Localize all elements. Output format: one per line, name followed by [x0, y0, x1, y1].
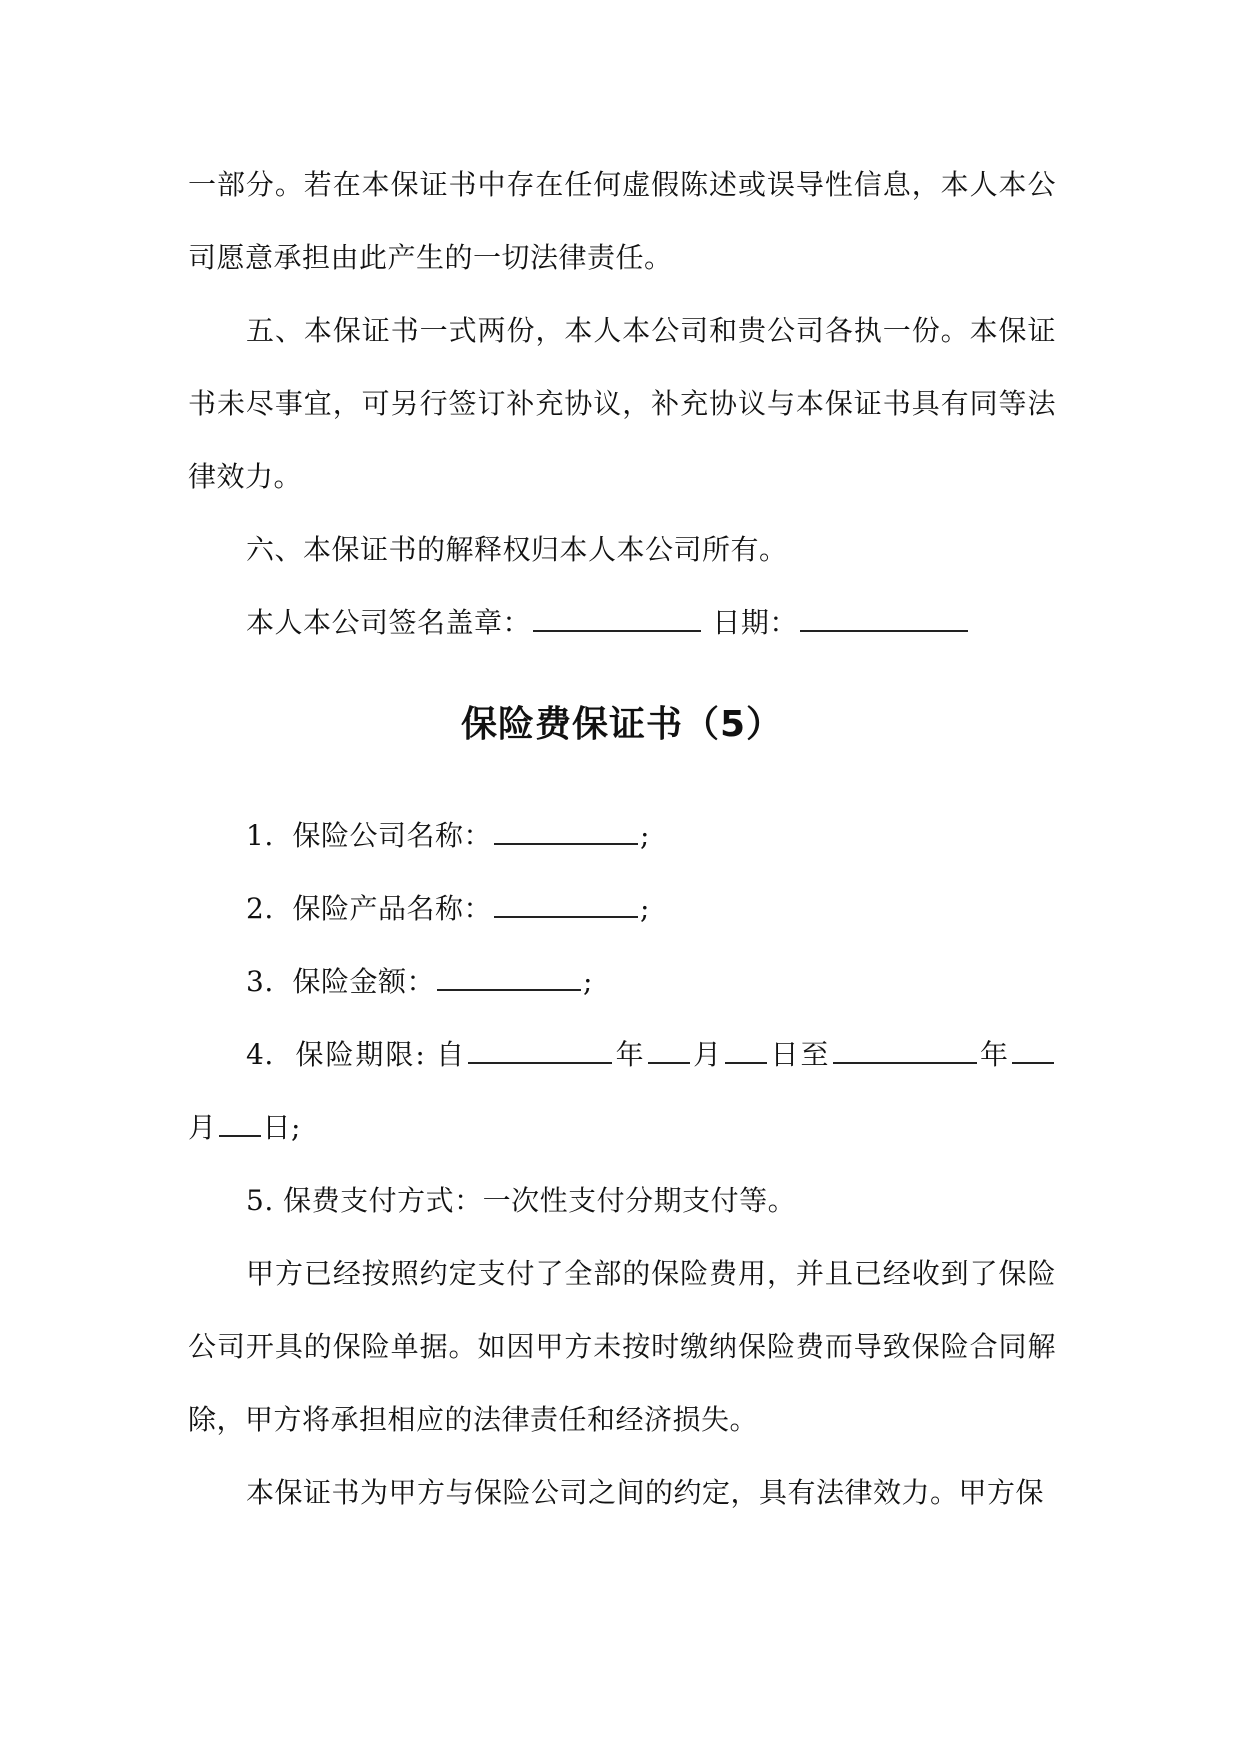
- year-label: 年: [614, 1038, 646, 1071]
- day-label: 日;: [262, 1111, 301, 1144]
- end-month-blank[interactable]: [1012, 1038, 1054, 1064]
- date-blank[interactable]: [800, 606, 968, 632]
- signature-blank[interactable]: [533, 606, 701, 632]
- validity-paragraph: 本保证书为甲方与保险公司之间的约定，具有法律效力。甲方保: [246, 1476, 1045, 1509]
- section-title: 保险费保证书（5）: [460, 704, 784, 745]
- item-suffix: ;: [640, 892, 650, 925]
- item-insurer-name: [188, 799, 1056, 872]
- item-label: 保险产品名称：: [292, 892, 493, 925]
- end-day-blank[interactable]: [219, 1111, 261, 1137]
- continuation-paragraph: 一部分。若在本保证书中存在任何虚假陈述或误导性信息，本人本公司愿意承担由此产生的一切法律责任。: [188, 168, 1056, 274]
- signature-label: 本人本公司签名盖章：: [246, 606, 532, 639]
- start-year-blank[interactable]: [468, 1038, 612, 1064]
- start-day-blank[interactable]: [725, 1038, 767, 1064]
- item-label: 保险期限: 自: [295, 1038, 467, 1071]
- item-label: 保险公司名称：: [292, 819, 493, 852]
- end-year-blank[interactable]: [833, 1038, 977, 1064]
- item-suffix: ;: [583, 965, 593, 998]
- item-number: 2.: [246, 892, 274, 925]
- date-label: 日期：: [712, 606, 798, 639]
- item-number: 1.: [246, 819, 274, 852]
- start-month-blank[interactable]: [648, 1038, 690, 1064]
- item-label: 保险金额：: [292, 965, 436, 998]
- clause-five: 五、本保证书一式两份，本人本公司和贵公司各执一份。本保证书未尽事宜，可另行签订补充协议，补充协议与本保证书具有同等法律效力。: [188, 314, 1056, 493]
- item-number: 3.: [246, 965, 274, 998]
- month-label: 月: [691, 1038, 724, 1071]
- day-to-label: 日至: [769, 1038, 831, 1071]
- item-insured-amount: [188, 945, 1056, 1018]
- signature-line: [188, 586, 1056, 659]
- year-label: 年: [978, 1038, 1010, 1071]
- insured-amount-blank[interactable]: [437, 965, 581, 991]
- item-insurance-period: [188, 1018, 1056, 1164]
- item-number: 4.: [246, 1038, 274, 1071]
- document-page: [188, 148, 1056, 1529]
- insurer-name-blank[interactable]: [494, 819, 638, 845]
- item-payment-method: 5. 保费支付方式：一次性支付分期支付等。: [246, 1184, 797, 1217]
- item-suffix: ;: [640, 819, 650, 852]
- month-label: 月: [188, 1111, 217, 1144]
- payment-paragraph: 甲方已经按照约定支付了全部的保险费用，并且已经收到了保险公司开具的保险单据。如因甲方未按时缴纳保险费而导致保险合同解除，甲方将承担相应的法律责任和经济损失。: [188, 1257, 1056, 1436]
- clause-six: 六、本保证书的解释权归本人本公司所有。: [246, 533, 788, 566]
- product-name-blank[interactable]: [494, 892, 638, 918]
- item-product-name: [188, 872, 1056, 945]
